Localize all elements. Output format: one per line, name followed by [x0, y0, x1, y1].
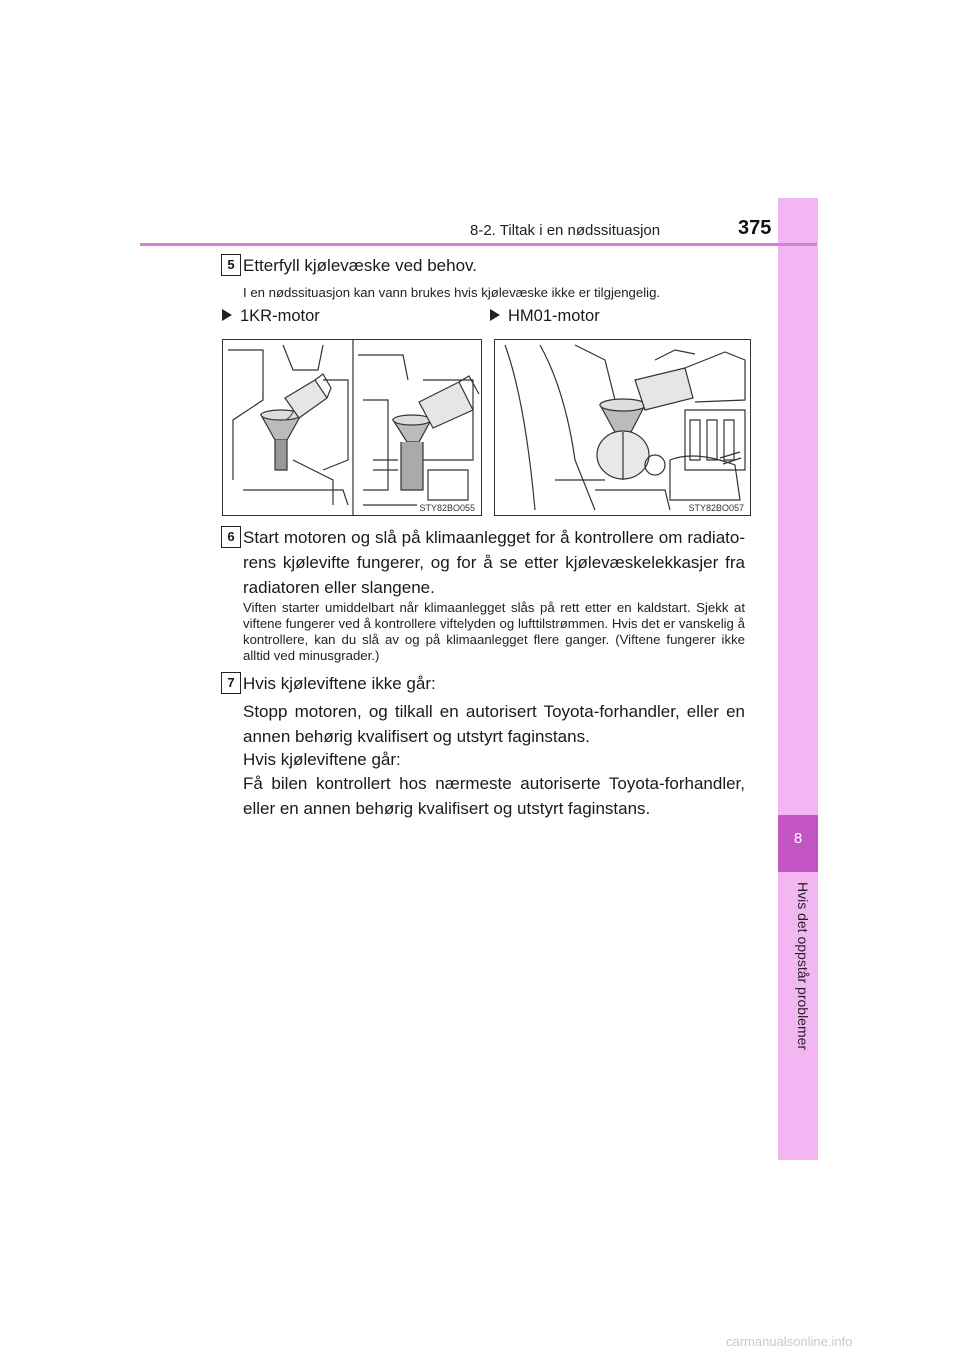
- figure-code-1kr: STY82BO055: [419, 503, 475, 513]
- step-number-7: 7: [221, 672, 241, 694]
- section-title: 8-2. Tiltak i en nødssituasjon: [470, 222, 661, 239]
- engine-illustration-1kr: [222, 339, 482, 516]
- triangle-bullet-icon: [222, 309, 232, 321]
- chapter-number: 8: [793, 830, 803, 847]
- coolant-refill-drawing-icon: [223, 340, 481, 515]
- step-7-action-running: Få bilen kontrollert hos nærmeste autoriserte Toyota-forhandler, eller en annen behørig kvalifisert og utstyrt faginstans.: [243, 774, 745, 818]
- coolant-refill-drawing-icon: [495, 340, 750, 515]
- chapter-title: Hvis det oppstår problemer: [795, 882, 811, 1051]
- step-7-condition-not-running: Hvis kjøleviftene ikke går:: [243, 674, 436, 693]
- step-7-condition-running: Hvis kjøleviftene går:: [243, 750, 401, 769]
- footer-watermark: carmanualsonline.info: [726, 1334, 853, 1349]
- page-number: 375: [738, 217, 772, 239]
- engine-illustration-hm01: [494, 339, 751, 516]
- step-number-5: 5: [221, 254, 241, 276]
- figure-label-1kr: 1KR-motor: [222, 307, 320, 326]
- header-rule: [140, 243, 817, 246]
- figure-code-hm01: STY82BO057: [688, 503, 744, 513]
- step-number-6: 6: [221, 526, 241, 548]
- figure-label-hm01: HM01-motor: [490, 307, 600, 326]
- step-6-text: Start motoren og slå på klimaanlegget for å kontrollere om radiato-rens kjølevifte fungerer, og for å se etter kjølevæskelekkasjer fra radiatoren eller slangene.: [243, 528, 745, 597]
- triangle-bullet-icon: [490, 309, 500, 321]
- step-6-note: Viften starter umiddelbart når klimaanlegget slås på rett etter en kaldstart. Sjekk at viftene fungerer ved å kontrollere viftelyden og lufttilstrømmen. Hvis det er vanskelig å kontrollere, kan du slå av og på klimaanlegget flere ganger. (Viftene fungerer ikke alltid ved minusgrader.): [243, 600, 745, 663]
- step-5-text: Etterfyll kjølevæske ved behov.: [243, 256, 477, 275]
- step-5-note: I en nødssituasjon kan vann brukes hvis kjølevæske ikke er tilgjengelig.: [243, 285, 661, 300]
- step-7-action-not-running: Stopp motoren, og tilkall en autorisert Toyota-forhandler, eller en annen behørig kvalifisert og utstyrt faginstans.: [243, 702, 745, 746]
